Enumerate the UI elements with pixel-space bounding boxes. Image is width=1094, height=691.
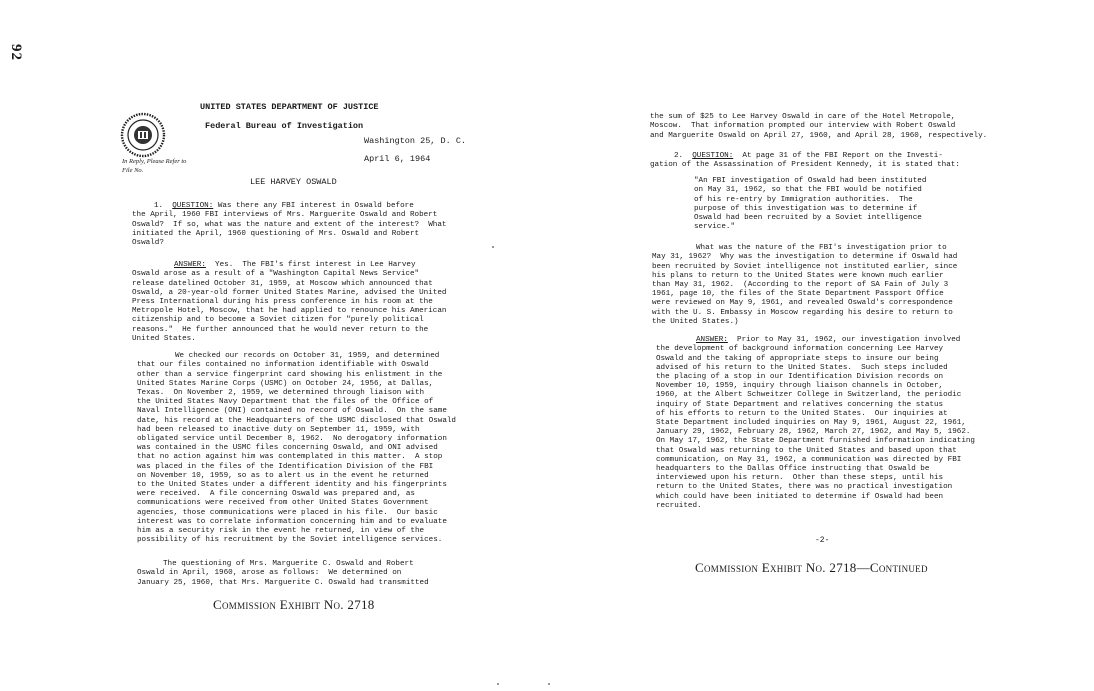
answer-2-line: of his efforts to return to the United States. Our inquiries at bbox=[656, 409, 948, 418]
date-line: April 6, 1964 bbox=[364, 154, 431, 164]
exhibit-caption-left bbox=[213, 597, 375, 613]
question-2-followup-paragraph bbox=[652, 235, 957, 327]
questioning-line: Oswald in April, 1960, arose as follows: We determined on bbox=[137, 569, 402, 578]
records-line: that our files contained no information identifiable with Oswald bbox=[137, 361, 429, 370]
followup-line: 1961, page 10, the files of the State Department Passport Office bbox=[652, 290, 944, 299]
records-line: other than a service fingerprint card showing his enlistment in the bbox=[137, 370, 443, 379]
quote-line: of his re-entry by Immigration authorities. The bbox=[694, 195, 913, 204]
records-line: communications were received from other United States Government bbox=[137, 499, 429, 508]
answer-2-paragraph bbox=[656, 327, 975, 511]
reply-note bbox=[122, 157, 186, 175]
exhibit-caption-right bbox=[695, 560, 928, 576]
records-line: was placed in the files of the Identification Division of the FBI bbox=[137, 462, 434, 471]
answer-1-paragraph bbox=[132, 252, 446, 344]
answer-1-line: reasons." He further announced that he would never return to the bbox=[132, 325, 429, 334]
answer-1-line: Oswald arose as a result of a "Washington Capital News Service" bbox=[132, 270, 420, 279]
records-paragraph bbox=[137, 343, 456, 545]
followup-line: May 31, 1962? Why was the investigation to determine if Oswald had bbox=[652, 253, 958, 262]
continued-paragraph bbox=[650, 104, 987, 141]
followup-line: the United States.) bbox=[652, 317, 739, 326]
answer-1-line: Metropole Hotel, Moscow, that he had applied to renounce his American bbox=[132, 307, 447, 316]
answer-2-line: January 29, 1962, February 28, 1962, March 27, 1962, and May 5, 1962. bbox=[656, 428, 971, 437]
question-2-paragraph bbox=[650, 143, 960, 171]
fbi-seal-icon bbox=[120, 112, 166, 158]
question-2-label: QUESTION: bbox=[692, 152, 734, 161]
answer-2-label: ANSWER: bbox=[696, 336, 728, 345]
records-line: possibility of his recruitment by the Soviet intelligence services. bbox=[137, 536, 443, 545]
quote-line: service." bbox=[694, 223, 736, 232]
answer-2-line: On May 17, 1962, the State Department furnished information indicating bbox=[656, 437, 975, 446]
reply-note-line-1: In Reply, Please Refer to bbox=[122, 158, 187, 165]
answer-2-line: Prior to May 31, 1962, our investigation involved bbox=[737, 336, 961, 345]
records-line: on November 10, 1959, so as to alert us in the event he returned bbox=[137, 471, 429, 480]
records-line: United States Marine Corps (USMC) on October 24, 1956, at Dallas, bbox=[137, 379, 434, 388]
records-line: the United States Navy Department that the files of the Office of bbox=[137, 398, 434, 407]
answer-1-line: Yes. The FBI's first interest in Lee Harvey bbox=[215, 261, 416, 270]
question-1-line: Was there any FBI interest in Oswald before bbox=[217, 202, 414, 211]
records-line: interest was to correlate information concerning him and to evaluate bbox=[137, 517, 447, 526]
question-1-label: QUESTION: bbox=[172, 202, 214, 211]
continued-line: Moscow. That information prompted our interview with Robert Oswald bbox=[650, 122, 956, 131]
answer-2-line: return to the United States, there was no practical investigation bbox=[656, 483, 953, 492]
answer-2-line: Oswald and the taking of appropriate steps to insure our being bbox=[656, 354, 939, 363]
followup-line: with the U. S. Embassy in Moscow regarding his desire to return to bbox=[652, 308, 953, 317]
location-line: Washington 25, D. C. bbox=[364, 136, 467, 146]
answer-2-line: advised of his return to the United States. Such steps included bbox=[656, 363, 948, 372]
quote-line: on May 31, 1962, so that the FBI would be notified bbox=[694, 186, 922, 195]
records-line: obligated service until December 8, 1962. No derogatory information bbox=[137, 435, 447, 444]
records-line: We checked our records on October 31, 1959, and determined bbox=[175, 352, 440, 361]
questioning-paragraph bbox=[137, 551, 429, 588]
continued-line: and Marguerite Oswald on April 27, 1960, and April 28, 1960, respectively. bbox=[650, 131, 988, 140]
followup-line: were reviewed on May 9, 1961, and revealed Oswald's correspondence bbox=[652, 299, 953, 308]
records-line: Texas. On November 2, 1959, we determined through liaison with bbox=[137, 389, 425, 398]
question-1-paragraph bbox=[132, 193, 446, 248]
records-line: date, his record at the Headquarters of the USMC disclosed that Oswald bbox=[137, 416, 456, 425]
followup-line: than May 31, 1962. (According to the report of SA Fain of July 3 bbox=[652, 281, 949, 290]
records-line: was contained in the USMC files concerning Oswald, and ONI advised bbox=[137, 444, 438, 453]
question-2-line: At page 31 of the FBI Report on the Investi- bbox=[742, 152, 943, 161]
quote-line: "An FBI investigation of Oswald had been instituted bbox=[694, 177, 927, 186]
department-heading: UNITED STATES DEPARTMENT OF JUSTICE bbox=[200, 102, 379, 112]
answer-2-line: which could have been initiated to determine if Oswald had been bbox=[656, 492, 944, 501]
records-line: to the United States under a different identity and his fingerprints bbox=[137, 481, 447, 490]
followup-line: What was the nature of the FBI's investigation prior to bbox=[696, 244, 947, 253]
followup-line: been recruited by Soviet intelligence not instituted earlier, since bbox=[652, 262, 958, 271]
answer-2-line: communication, on May 31, 1962, a communication was directed by FBI bbox=[656, 455, 962, 464]
quote-line: purpose of this investigation was to determine if bbox=[694, 204, 918, 213]
answer-1-label: ANSWER: bbox=[174, 261, 206, 270]
answer-2-line: the development of background information concerning Lee Harvey bbox=[656, 345, 944, 354]
followup-line: his plans to return to the United States were known much earlier bbox=[652, 271, 944, 280]
records-line: had been released to inactive duty on September 11, 1959, with bbox=[137, 425, 420, 434]
question-2-number: 2. bbox=[674, 152, 684, 161]
memo-subject: LEE HARVEY OSWALD bbox=[250, 177, 337, 187]
exhibit-caption-left-text: Commission Exhibit No. 2718 bbox=[213, 597, 375, 612]
quote-line: Oswald had been recruited by a Soviet intelligence bbox=[694, 214, 922, 223]
answer-2-line: State Department included inquiries on May 9, 1961, August 22, 1961, bbox=[656, 419, 966, 428]
exhibit-caption-right-text: Commission Exhibit No. 2718—Continued bbox=[695, 560, 928, 575]
answer-2-line: inquiry of State Department and relatives concerning the status bbox=[656, 400, 944, 409]
questioning-line: January 25, 1960, that Mrs. Marguerite C. Oswald had transmitted bbox=[137, 578, 429, 587]
question-1-line: Oswald? bbox=[132, 239, 164, 248]
bureau-heading: Federal Bureau of Investigation bbox=[205, 121, 364, 131]
scan-speck bbox=[492, 246, 494, 248]
records-line: were received. A file concerning Oswald was prepared and, as bbox=[137, 490, 415, 499]
answer-2-line: 1960, at the Albert Schweitzer College in Switzerland, the periodic bbox=[656, 391, 962, 400]
questioning-line: The questioning of Mrs. Marguerite C. Oswald and Robert bbox=[163, 560, 414, 569]
answer-2-line: November 10, 1959, inquiry through liaison channels in October, bbox=[656, 382, 944, 391]
answer-1-line: Oswald, a 20-year-old former United States Marine, advised the United bbox=[132, 288, 447, 297]
scan-speck bbox=[497, 683, 499, 685]
question-1-line: Oswald? If so, what was the nature and extent of the interest? What bbox=[132, 220, 447, 229]
answer-1-line: citizenship and to become a Soviet citizen for "purely political bbox=[132, 316, 424, 325]
page-marker: -2- bbox=[815, 536, 830, 545]
scan-speck bbox=[548, 683, 550, 685]
answer-1-line: United States. bbox=[132, 334, 196, 343]
answer-1-line: release datelined October 31, 1959, at Moscow which announced that bbox=[132, 279, 433, 288]
answer-2-line: recruited. bbox=[656, 501, 702, 510]
records-line: Naval Intelligence (ONI) contained no record of Oswald. On the same bbox=[137, 407, 447, 416]
answer-2-line: interviewed upon his return. Other than these steps, until his bbox=[656, 474, 944, 483]
answer-1-line: Press International during his press conference in his room at the bbox=[132, 298, 433, 307]
answer-2-line: that Oswald was returning to the United States and based upon that bbox=[656, 446, 957, 455]
question-1-number: 1. bbox=[154, 202, 173, 211]
reply-note-line-2: File No. bbox=[122, 167, 144, 174]
records-line: agencies, those communications were placed in his file. Our basic bbox=[137, 508, 438, 517]
question-1-line: initiated the April, 1960 questioning of Mrs. Oswald and Robert bbox=[132, 229, 420, 238]
records-line: that no action against him was contemplated in this matter. A stop bbox=[137, 453, 443, 462]
answer-2-line: the placing of a stop in our Identification Division records on bbox=[656, 373, 944, 382]
answer-2-line: headquarters to the Dallas Office instructing that Oswald be bbox=[656, 465, 930, 474]
continued-line: the sum of $25 to Lee Harvey Oswald in care of the Hotel Metropole, bbox=[650, 113, 956, 122]
question-2-line: gation of the Assassination of President Kennedy, it is stated that: bbox=[650, 161, 960, 170]
records-line: him as a security risk in the event he returned, in view of the bbox=[137, 527, 425, 536]
quoted-report-paragraph bbox=[694, 168, 926, 232]
page-number: 92 bbox=[8, 44, 24, 61]
question-1-line: the April, 1960 FBI interviews of Mrs. Marguerite Oswald and Robert bbox=[132, 211, 438, 220]
